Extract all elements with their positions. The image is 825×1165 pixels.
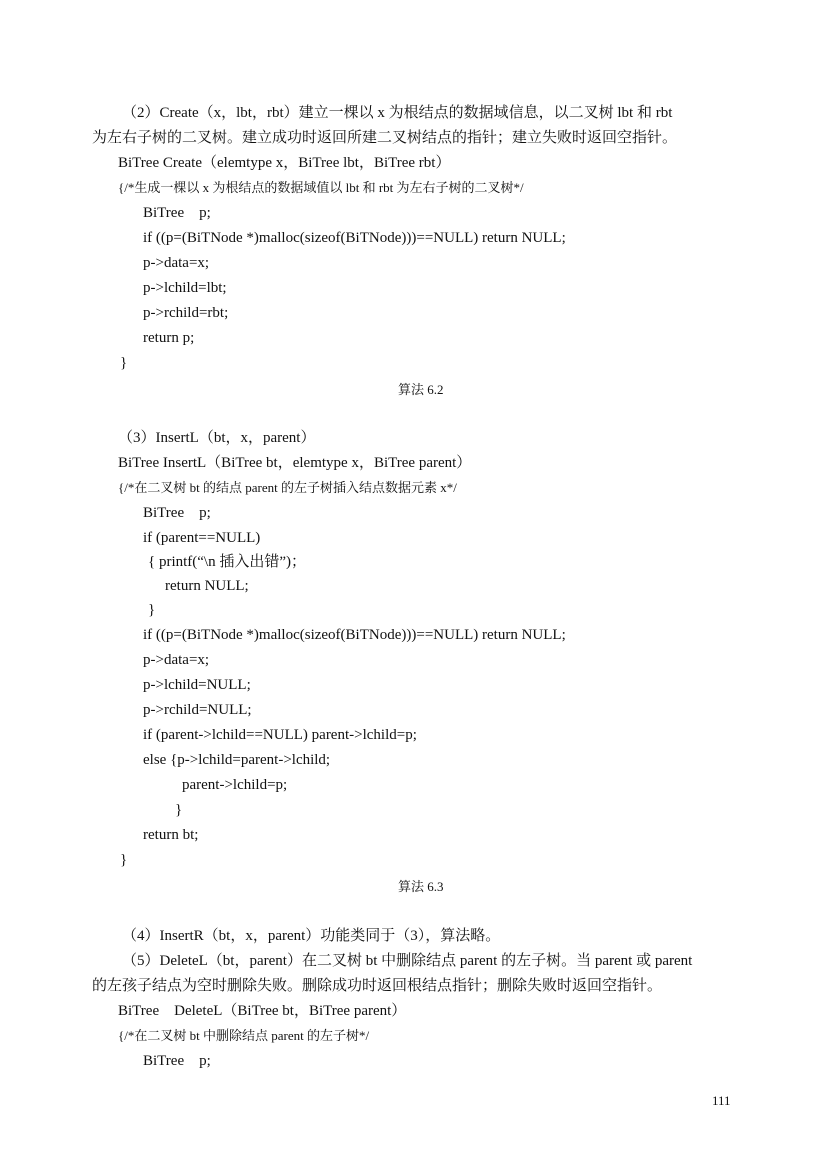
paragraph-deletel-line1: （5）DeleteL（bt，parent）在二叉树 bt 中删除结点 parent 的左子树。当 parent 或 parent xyxy=(122,953,693,969)
code-line: BiTree p; xyxy=(143,1053,211,1069)
code-create-comment: {/*生成一棵以 x 为根结点的数据域值以 lbt 和 rbt 为左右子树的二叉树*/ xyxy=(118,180,524,195)
code-close-brace: } xyxy=(120,852,128,868)
code-line: p->data=x; xyxy=(143,652,210,668)
code-close-brace: } xyxy=(120,355,128,371)
code-insertl-signature: BiTree InsertL（BiTree bt，elemtype x，BiTree parent） xyxy=(118,455,472,471)
algorithm-caption-6-2: 算法 6.2 xyxy=(398,382,444,397)
section-title-insertl: （3）InsertL（bt，x，parent） xyxy=(118,430,316,446)
code-line: if ((p=(BiTNode *)malloc(sizeof(BiTNode)))==NULL) return NULL; xyxy=(143,230,566,246)
code-insertl-comment: {/*在二叉树 bt 的结点 parent 的左子树插入结点数据元素 x*/ xyxy=(118,480,457,495)
code-line: if ((p=(BiTNode *)malloc(sizeof(BiTNode)))==NULL) return NULL; xyxy=(143,627,566,643)
page-number: 111 xyxy=(712,1093,731,1108)
code-line: BiTree p; xyxy=(143,205,211,221)
code-line: return bt; xyxy=(143,827,199,843)
code-line: p->lchild=lbt; xyxy=(143,280,227,296)
code-line: parent->lchild=p; xyxy=(182,777,288,793)
paragraph-create-line2: 为左右子树的二叉树。建立成功时返回所建二叉树结点的指针；建立失败时返回空指针。 xyxy=(92,130,678,146)
code-line: if (parent->lchild==NULL) parent->lchild=p; xyxy=(143,727,417,743)
code-line: p->lchild=NULL; xyxy=(143,677,251,693)
paragraph-insertr: （4）InsertR（bt，x，parent）功能类同于（3），算法略。 xyxy=(122,928,501,944)
code-line: p->data=x; xyxy=(143,255,210,271)
code-line: p->rchild=NULL; xyxy=(143,702,252,718)
algorithm-caption-6-3: 算法 6.3 xyxy=(398,879,444,894)
paragraph-create-line1: （2）Create（x，lbt，rbt）建立一棵以 x 为根结点的数据域信息，以二叉树 lbt 和 rbt xyxy=(122,105,673,121)
code-deletel-comment: {/*在二叉树 bt 中删除结点 parent 的左子树*/ xyxy=(118,1028,370,1043)
code-line: return p; xyxy=(143,330,195,346)
code-line: return NULL; xyxy=(165,578,249,594)
code-line: else {p->lchild=parent->lchild; xyxy=(143,752,331,768)
code-line: if (parent==NULL) xyxy=(143,530,261,546)
code-line: } xyxy=(148,602,156,618)
code-line: p->rchild=rbt; xyxy=(143,305,229,321)
paragraph-deletel-line2: 的左孩子结点为空时删除失败。删除成功时返回根结点指针；删除失败时返回空指针。 xyxy=(92,978,663,994)
code-deletel-signature: BiTree DeleteL（BiTree bt，BiTree parent） xyxy=(118,1003,407,1019)
code-line: { printf(“\n 插入出错”)； xyxy=(148,554,306,570)
code-create-signature: BiTree Create（elemtype x，BiTree lbt，BiTree rbt） xyxy=(118,155,451,171)
code-line: BiTree p; xyxy=(143,505,211,521)
code-line: } xyxy=(175,802,183,818)
